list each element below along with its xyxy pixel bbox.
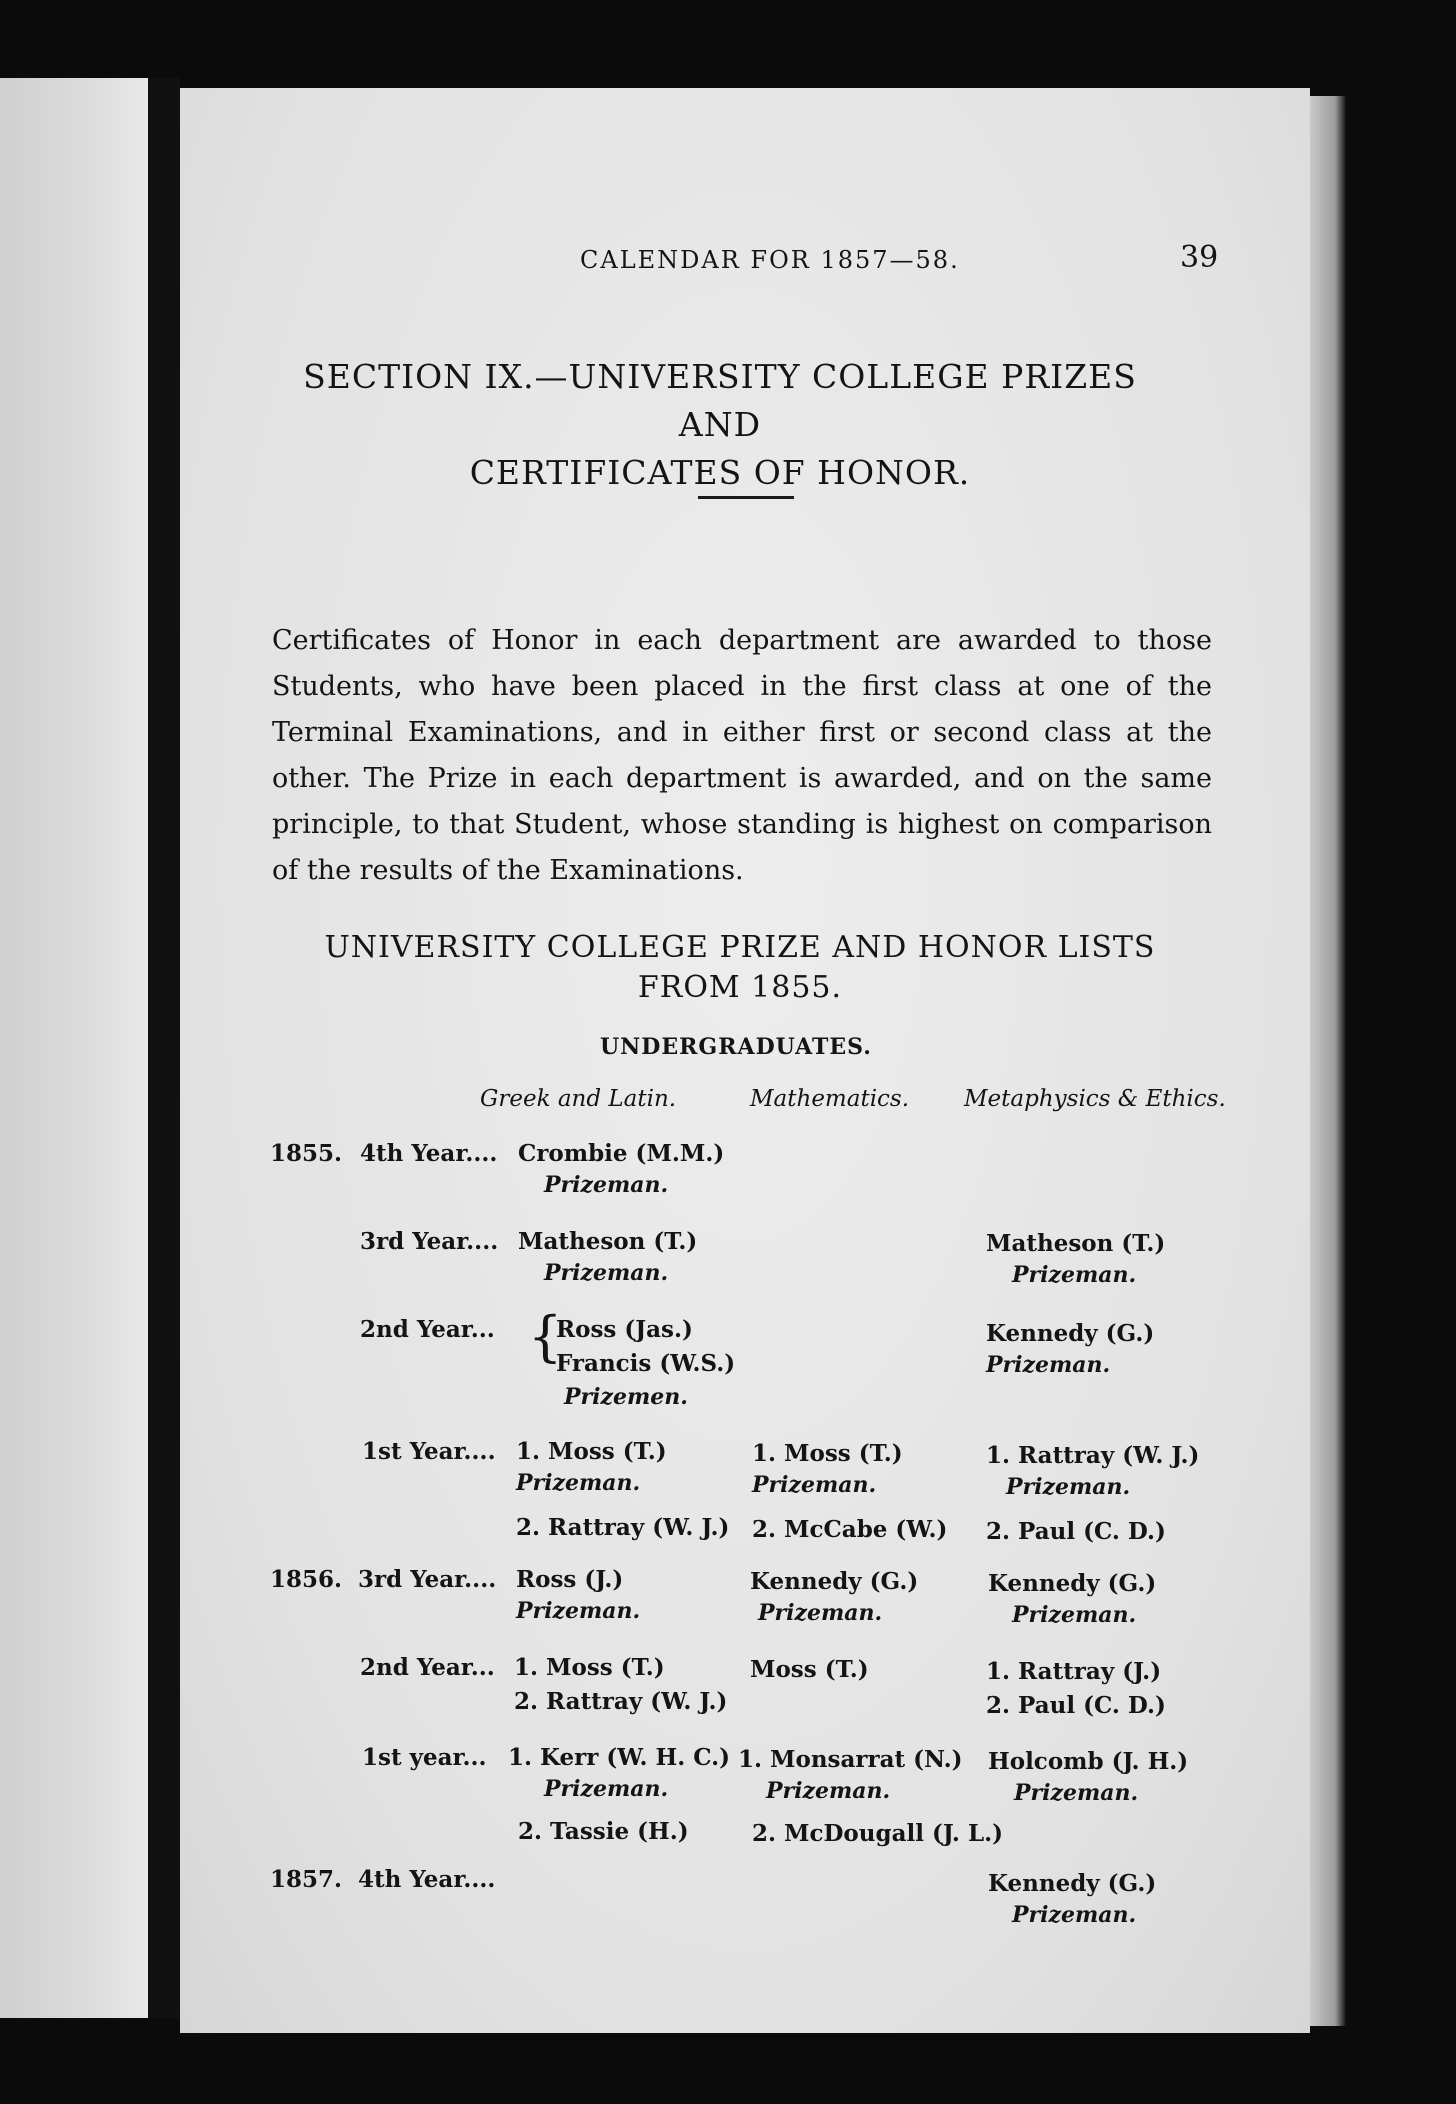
title-rule: [698, 496, 794, 499]
class-year-label: 4th Year....: [358, 1866, 496, 1893]
student-name: Holcomb (J. H.): [988, 1748, 1189, 1775]
class-year-label: 1st Year....: [362, 1438, 496, 1465]
page-number: 39: [1180, 240, 1219, 275]
prize-label: Prizeman.: [544, 1172, 669, 1198]
student-name: 2. Tassie (H.): [518, 1818, 689, 1845]
class-year-label: 1st year...: [362, 1744, 487, 1771]
class-year-label: 3rd Year....: [360, 1228, 499, 1255]
book-page: [180, 88, 1310, 2033]
prize-label: Prizeman.: [1006, 1474, 1131, 1500]
prize-label: Prizeman.: [544, 1776, 669, 1802]
column-header-metaphysics: Metaphysics & Ethics.: [964, 1086, 1226, 1112]
year-label: 1857.: [270, 1866, 343, 1893]
prize-label: Prizeman.: [1012, 1602, 1137, 1628]
student-name: Francis (W.S.): [556, 1350, 736, 1377]
prize-label: Prizeman.: [752, 1472, 877, 1498]
student-name: Crombie (M.M.): [518, 1140, 725, 1167]
student-name: 1. Monsarrat (N.): [738, 1746, 963, 1773]
prize-label: Prizeman.: [758, 1600, 883, 1626]
lists-title-line-1: UNIVERSITY COLLEGE PRIZE AND HONOR LISTS: [324, 930, 1156, 965]
intro-paragraph: Certificates of Honor in each department are awarded to those Students, who have been placed in the first class at one of the Terminal Examinations, and in either first or second class at the other. The Prize in each department is awarded, and on the same principle, to that Student, whose standing is highest on comparison of the results of the Examinations.: [272, 625, 1212, 886]
student-name: Ross (J.): [516, 1566, 624, 1593]
student-name: 1. Rattray (J.): [986, 1658, 1162, 1685]
column-header-mathematics: Mathematics.: [750, 1086, 910, 1112]
student-name: 2. Paul (C. D.): [986, 1518, 1166, 1545]
student-name: 1. Moss (T.): [752, 1440, 903, 1467]
student-name: Kennedy (G.): [986, 1320, 1155, 1347]
prize-label: Prizeman.: [766, 1778, 891, 1804]
student-name: 2. Paul (C. D.): [986, 1692, 1166, 1719]
prize-label: Prizeman.: [544, 1260, 669, 1286]
section-title-line-1: SECTION IX.—UNIVERSITY COLLEGE PRIZES AND: [303, 357, 1137, 444]
student-name: 2. McCabe (W.): [752, 1516, 948, 1543]
section-title: [260, 353, 1180, 497]
student-name: 2. McDougall (J. L.): [752, 1820, 1004, 1847]
student-name: 1. Kerr (W. H. C.): [508, 1744, 731, 1771]
prize-label: Prizeman.: [1014, 1780, 1139, 1806]
year-label: 1856.: [270, 1566, 343, 1593]
prize-label: Prizeman.: [1012, 1902, 1137, 1928]
prize-label: Prizeman.: [516, 1470, 641, 1496]
student-name: Kennedy (G.): [988, 1570, 1157, 1597]
running-head: CALENDAR FOR 1857—58.: [580, 246, 960, 274]
book-gutter: [148, 78, 180, 2018]
undergraduates-heading: UNDERGRADUATES.: [600, 1034, 872, 1060]
student-name: Ross (Jas.): [556, 1316, 693, 1343]
section-title-line-2: CERTIFICATES OF HONOR.: [469, 453, 971, 492]
year-label: 1855.: [270, 1140, 343, 1167]
class-year-label: 3rd Year....: [358, 1566, 497, 1593]
student-name: 2. Rattray (W. J.): [516, 1514, 730, 1541]
prize-label: Prizeman.: [516, 1598, 641, 1624]
class-year-label: 2nd Year...: [360, 1654, 495, 1681]
student-name: Kennedy (G.): [988, 1870, 1157, 1897]
prize-label: Prizemen.: [564, 1384, 688, 1410]
student-name: Kennedy (G.): [750, 1568, 919, 1595]
student-name: 1. Moss (T.): [514, 1654, 665, 1681]
student-name: Matheson (T.): [518, 1228, 698, 1255]
facing-page-edge: [0, 78, 148, 2018]
lists-title-line-2: FROM 1855.: [637, 970, 843, 1005]
prize-label: Prizeman.: [1012, 1262, 1137, 1288]
student-name: Matheson (T.): [986, 1230, 1166, 1257]
student-name: 2. Rattray (W. J.): [514, 1688, 728, 1715]
class-year-label: 2nd Year...: [360, 1316, 495, 1343]
lists-title: [280, 928, 1200, 1008]
student-name: 1. Rattray (W. J.): [986, 1442, 1200, 1469]
student-name: 1. Moss (T.): [516, 1438, 667, 1465]
column-header-greek-latin: Greek and Latin.: [480, 1086, 677, 1112]
page-edge-shadow: [1310, 96, 1346, 2026]
class-year-label: 4th Year....: [360, 1140, 498, 1167]
brace-symbol: {: [528, 1305, 563, 1368]
student-name: Moss (T.): [750, 1656, 869, 1683]
prize-label: Prizeman.: [986, 1352, 1111, 1378]
